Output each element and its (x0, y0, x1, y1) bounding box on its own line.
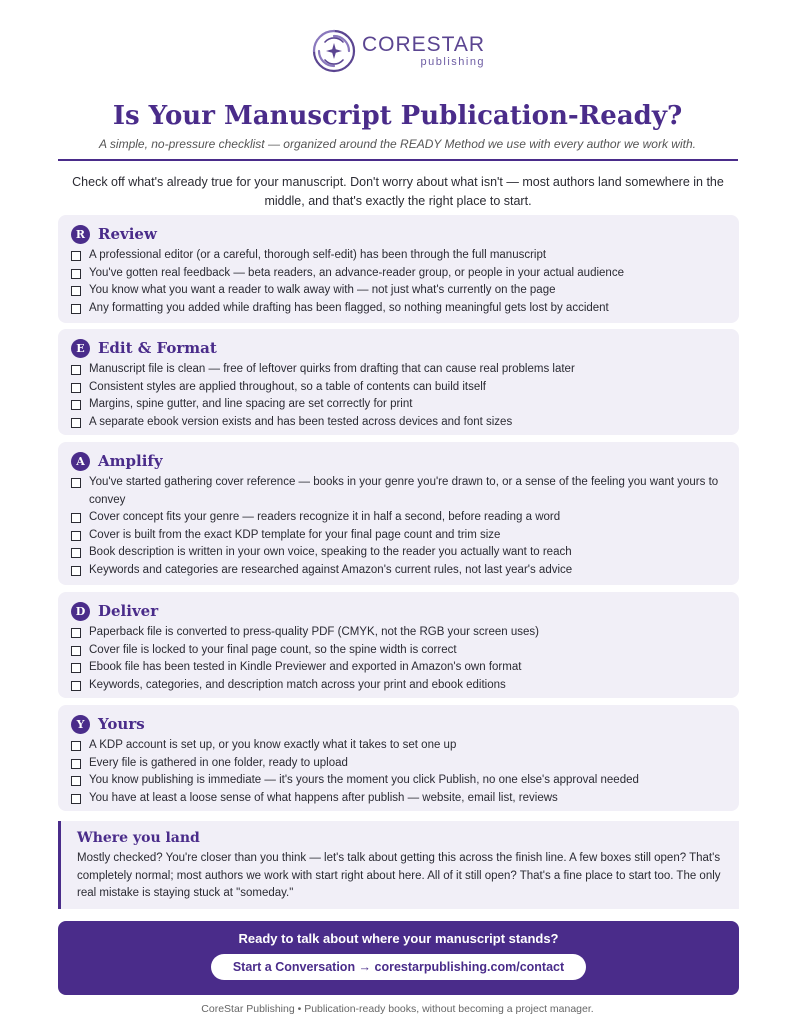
checkbox[interactable] (71, 646, 81, 656)
checkbox[interactable] (71, 383, 81, 393)
checklist-item-label: Book description is written in your own voice, speaking to the reader you actually want to reach (89, 546, 572, 558)
checkbox[interactable] (71, 418, 81, 428)
checklist-item-label: You know publishing is immediate — it's yours the moment you click Publish, no one else's approval needed (89, 774, 639, 786)
checklist-item (71, 414, 725, 432)
checkbox[interactable] (71, 794, 81, 804)
checkbox[interactable] (71, 776, 81, 786)
checklist-item (71, 642, 725, 660)
checklist-item-label: Manuscript file is clean — free of leftover quirks from drafting that can cause real problems later (89, 363, 575, 375)
checklist-item (71, 265, 725, 283)
section-letter-badge: R (71, 225, 90, 244)
footer-text: CoreStar Publishing • Publication-ready books, without becoming a project manager. (201, 1003, 594, 1015)
checklist-item-label: Every file is gathered in one folder, ready to upload (89, 756, 348, 769)
checklist-item (71, 755, 725, 773)
checklist-item (71, 361, 725, 379)
where-you-land-body: Mostly checked? You're closer than you think — let's talk about getting this across the finish line. A few boxes still open? That's completely normal; most authors we work with start right about here. All of it still open? That's a fine place to start too. The only real mistake is staying stuck at "someday." (77, 852, 721, 899)
corestar-logo-icon (310, 27, 358, 75)
checklist-item (71, 677, 725, 695)
checkbox[interactable] (71, 531, 81, 541)
checklist-item-label: Keywords, categories, and description match across your print and ebook editions (89, 678, 506, 691)
section-title: Review (98, 225, 157, 243)
intro-text: Check off what's already true for your manuscript. Don't worry about what isn't — most authors land somewhere in the middle, and that's exactly the right place to start. (72, 175, 724, 208)
checkbox[interactable] (71, 628, 81, 638)
checklist-item (71, 247, 725, 265)
section-title: Deliver (98, 602, 159, 620)
checkbox[interactable] (71, 304, 81, 314)
section-letter-badge: A (71, 452, 90, 471)
start-conversation-button[interactable]: Start a Conversation → corestarpublishing.com/contact (211, 954, 586, 980)
checkbox[interactable] (71, 759, 81, 769)
checkbox[interactable] (71, 548, 81, 558)
page-subtitle: A simple, no-pressure checklist — organized around the READY Method we use with every author we work with. (99, 137, 696, 151)
checklist-item-label: You know what you want a reader to walk away with — not just what's currently on the page (89, 284, 556, 296)
checklist-item (71, 659, 725, 677)
logo-subtitle: publishing (420, 56, 486, 68)
section-letter-badge: D (71, 602, 90, 621)
checklist-item (71, 527, 725, 545)
checklist-item-label: Consistent styles are applied throughout, so a table of contents can build itself (89, 380, 486, 393)
checkbox[interactable] (71, 251, 81, 261)
checkbox[interactable] (71, 741, 81, 751)
checkbox[interactable] (71, 566, 81, 576)
checklist-item (71, 282, 725, 300)
checkbox[interactable] (71, 478, 81, 488)
checklist-item (71, 737, 725, 755)
checkbox[interactable] (71, 400, 81, 410)
logo-name: CORESTAR (361, 33, 486, 56)
checklist-item (71, 509, 725, 527)
checkbox[interactable] (71, 365, 81, 375)
logo (0, 22, 795, 80)
section-letter-badge: E (71, 339, 90, 358)
checklist-item-label: You've started gathering cover reference — books in your genre you're drawn to, or a sense of the feeling you want yours to convey (89, 476, 719, 506)
checklist-item-label: Ebook file has been tested in Kindle Previewer and exported in Amazon's own format (89, 661, 522, 673)
checkbox[interactable] (71, 513, 81, 523)
checklist-item-label: You have at least a loose sense of what happens after publish — website, email list, reviews (89, 791, 558, 804)
checklist-item-label: Cover file is locked to your final page count, so the spine width is correct (89, 643, 457, 656)
section-amplify (58, 442, 739, 585)
checklist-item (71, 544, 725, 562)
page-title: Is Your Manuscript Publication-Ready? (112, 101, 683, 131)
cta-heading: Ready to talk about where your manuscript stands? (238, 931, 559, 946)
checklist-item-label: Margins, spine gutter, and line spacing are set correctly for print (89, 398, 413, 410)
section-letter-badge: Y (71, 715, 90, 734)
section-edit-format (58, 329, 739, 435)
where-you-land-title: Where you land (77, 830, 200, 846)
section-title: Edit & Format (98, 339, 217, 357)
checklist-item (71, 396, 725, 414)
checklist-item (71, 300, 725, 318)
checklist-item-label: Any formatting you added while drafting has been flagged, so nothing meaningful gets lost by accident (89, 301, 609, 314)
checklist-item-label: A separate ebook version exists and has been tested across devices and font sizes (89, 415, 513, 428)
checkbox[interactable] (71, 681, 81, 691)
checkbox[interactable] (71, 663, 81, 673)
checklist-item-label: A professional editor (or a careful, thorough self-edit) has been through the full manuscript (89, 249, 547, 261)
checkbox[interactable] (71, 286, 81, 296)
section-title: Amplify (98, 452, 163, 470)
title-divider (58, 159, 738, 161)
checklist-item (71, 379, 725, 397)
checklist-item-label: Cover is built from the exact KDP template for your final page count and trim size (89, 528, 501, 541)
checklist-item-label: Cover concept fits your genre — readers recognize it in half a second, before reading a word (89, 511, 561, 523)
cta-banner (58, 921, 739, 995)
section-yours (58, 705, 739, 811)
checklist-item-label: Paperback file is converted to press-quality PDF (CMYK, not the RGB your screen uses) (89, 626, 539, 638)
section-deliver (58, 592, 739, 698)
section-review (58, 215, 739, 323)
checklist-item-label: A KDP account is set up, or you know exactly what it takes to set one up (89, 739, 457, 751)
section-title: Yours (98, 715, 145, 733)
checklist-item (71, 624, 725, 642)
checklist-item (71, 772, 725, 790)
checklist-item (71, 562, 725, 580)
checkbox[interactable] (71, 269, 81, 279)
checklist-item-label: You've gotten real feedback — beta readers, an advance-reader group, or people in your actual audience (89, 266, 624, 279)
where-you-land-panel (58, 821, 739, 909)
checklist-item (71, 790, 725, 808)
checklist-item (71, 474, 725, 509)
checklist-item-label: Keywords and categories are researched against Amazon's current rules, not last year's advice (89, 563, 573, 576)
